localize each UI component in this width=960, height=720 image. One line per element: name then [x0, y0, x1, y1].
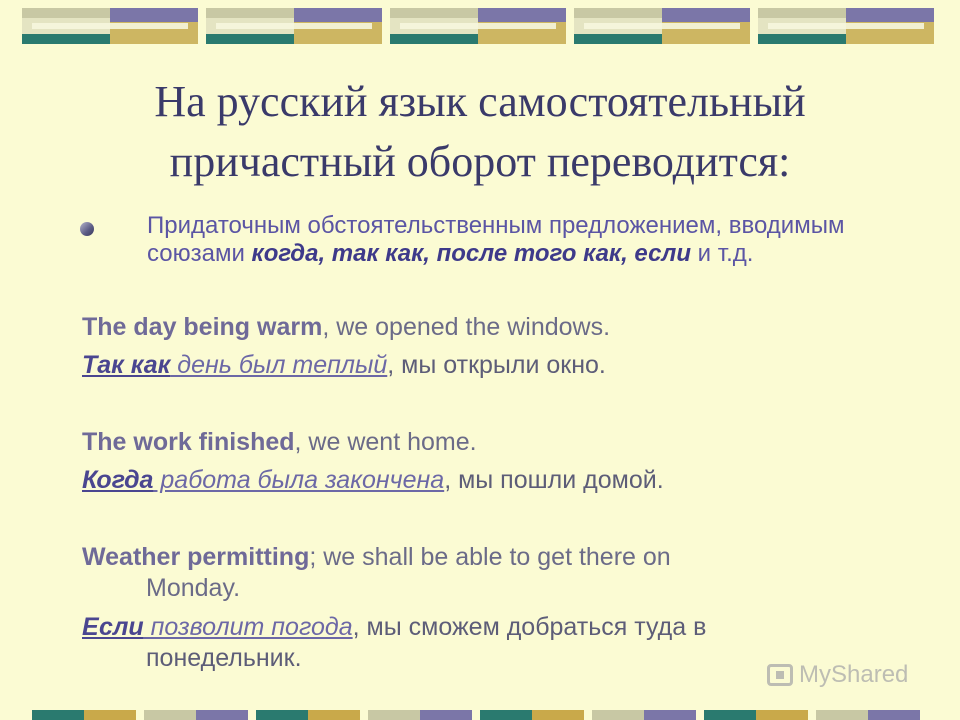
banner-block: [144, 710, 248, 720]
example-2-participle: The work finished: [82, 428, 295, 456]
example-3-participle: Weather permitting: [82, 543, 310, 571]
example-3-main-clause: ; we shall be able to get there on: [309, 543, 671, 571]
example-2-clause: работа была закончена: [153, 466, 445, 494]
example-3-clause: позволит погода: [143, 613, 353, 641]
example-1-russian: [82, 350, 942, 381]
example-2-main-clause: , we went home.: [294, 428, 477, 456]
bullet-prefix: Придаточным обстоятельственным предложением, вводимым союзами: [147, 212, 845, 267]
bullet-keywords: когда, так как, после того как, если: [251, 240, 692, 267]
bullet-sphere-icon: [80, 222, 94, 236]
banner-block: [368, 710, 472, 720]
top-decorative-banner: [22, 8, 942, 44]
bottom-decorative-banner: [32, 710, 928, 720]
example-1-participle: The day being warm: [82, 313, 323, 341]
banner-block: [758, 8, 934, 44]
example-3-ru-main: , мы сможем добраться туда в: [352, 613, 707, 641]
bullet-text: [147, 212, 900, 268]
banner-block: [704, 710, 808, 720]
example-1-main-clause: , we opened the windows.: [322, 313, 611, 341]
example-3-russian-continuation: понедельник.: [146, 644, 302, 672]
example-3-english-continuation: Monday.: [146, 574, 241, 602]
banner-block: [206, 8, 382, 44]
example-2-russian: [82, 465, 942, 496]
slide-title: На русский язык самостоятельный причастный оборот переводится:: [154, 77, 806, 186]
bullet-suffix: и т.д.: [691, 240, 754, 267]
bullet-item: [80, 212, 900, 268]
myshared-logo: [767, 660, 908, 690]
example-1-english: [82, 312, 942, 343]
banner-block: [574, 8, 750, 44]
banner-block: [480, 710, 584, 720]
banner-block: [592, 710, 696, 720]
example-2-ru-main: , мы пошли домой.: [444, 466, 664, 494]
example-2-conjunction: Когда: [82, 466, 154, 494]
banner-block: [32, 710, 136, 720]
watermark-text: MyShared: [799, 661, 909, 688]
banner-block: [22, 8, 198, 44]
example-2-english: [82, 427, 942, 458]
banner-block: [816, 710, 920, 720]
example-1-conjunction: Так как: [82, 351, 171, 379]
banner-block: [256, 710, 360, 720]
presentation-icon: [767, 664, 793, 686]
example-3-conjunction: Если: [82, 613, 144, 641]
example-1-clause: день был теплый: [170, 351, 388, 379]
example-3-english: [82, 542, 942, 604]
example-1-ru-main: , мы открыли окно.: [387, 351, 606, 379]
banner-block: [390, 8, 566, 44]
